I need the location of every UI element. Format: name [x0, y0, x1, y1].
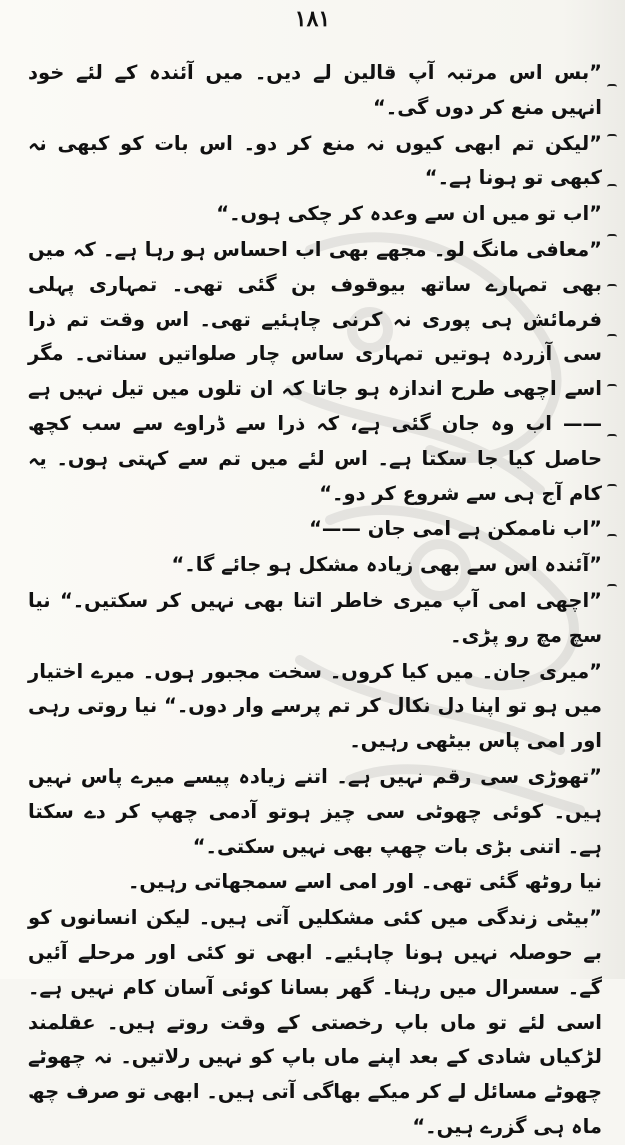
paragraph-11: ”بیٹی زندگی میں کئی مشکلیں آتی ہیں۔ لیکن انسانوں کو بے حوصلہ نہیں ہونا چاہئیے۔ ابھی تو کئی اور مرحلے آئیں گے۔ سسرال میں رہنا۔ گھر بسانا کوئی آسان کام نہیں ہے۔ اسی لئے تو ماں باپ رخصتی کے وقت روتے ہیں۔ عقلمند لڑکیاں شادی کے بعد اپنے ماں باپ کو نہیں رلاتیں۔ نہ چھوٹے چھوٹے مسائل لے کر میکے بھاگی آتی ہیں۔ ابھی تو صرف چھ ماہ ہی گزرے ہیں۔“: [28, 906, 602, 1138]
margin-marks: [607, 84, 623, 684]
paragraph-7: ”اچھی امی آپ میری خاطر اتنا بھی نہیں کر سکتیں۔“ نیا سچ مچ رو پڑی۔: [28, 588, 602, 647]
paragraph-10: نیا روٹھ گئی تھی۔ اور امی اسے سمجھاتی رہیں۔: [127, 870, 602, 894]
paragraph-2: ”لیکن تم ابھی کیوں نہ منع کر دو۔ اس بات کو کبھی نہ کبھی تو ہونا ہے۔“: [28, 131, 602, 190]
paragraph-8: ”میری جان۔ میں کیا کروں۔ سخت مجبور ہوں۔ میرے اختیار میں ہو تو اپنا دل نکال کر تم پرسے وار دوں۔“ نیا روتی رہی اور امی پاس بیٹھی رہیں۔: [28, 659, 602, 753]
page-number: ١٨١: [294, 6, 331, 32]
paragraph-5: ”اب ناممکن ہے امی جان ——“: [309, 517, 602, 541]
paragraph-3: ”اب تو میں ان سے وعدہ کر چکی ہوں۔“: [216, 202, 602, 226]
paragraph-6: ”آئندہ اس سے بھی زیادہ مشکل ہو جائے گا۔“: [171, 553, 602, 577]
paragraph-9: ”تھوڑی سی رقم نہیں ہے۔ اتنے زیادہ پیسے میرے پاس نہیں ہیں۔ کوئی چھوٹی سی چیز ہوتو آدمی چھپ کر دے سکتا ہے۔ اتنی بڑی بات چھپ بھی نہیں سکتی۔“: [28, 764, 602, 858]
paragraph-1: ”بس اس مرتبہ آپ قالین لے دیں۔ میں آئندہ کے لئے خود انہیں منع کر دوں گی۔“: [28, 61, 602, 119]
paragraph-4: ”معافی مانگ لو۔ مجھے بھی اب احساس ہو رہا ہے۔ کہ میں بھی تمہارے ساتھ بیوقوف بن گئی تھی۔ تمہاری پہلی فرمائش ہی پوری نہ کرنی چاہئیے تھی۔ اس وقت تم ذرا سی آزردہ ہوتیں تمہاری ساس چار صلواتیں سناتی۔ مگر اسے اچھی طرح اندازہ ہو جاتا کہ ان تلوں میں تیل نہیں ہے —— اب وہ جان گئی ہے، کہ ذرا سے ڈراوے سے سب کچھ حاصل کیا جا سکتا ہے۔ اس لئے میں تم سے کہتی ہوں۔ یہ کام آج ہی سے شروع کر دو۔“: [28, 237, 602, 505]
urdu-text-body: [28, 56, 602, 1138]
